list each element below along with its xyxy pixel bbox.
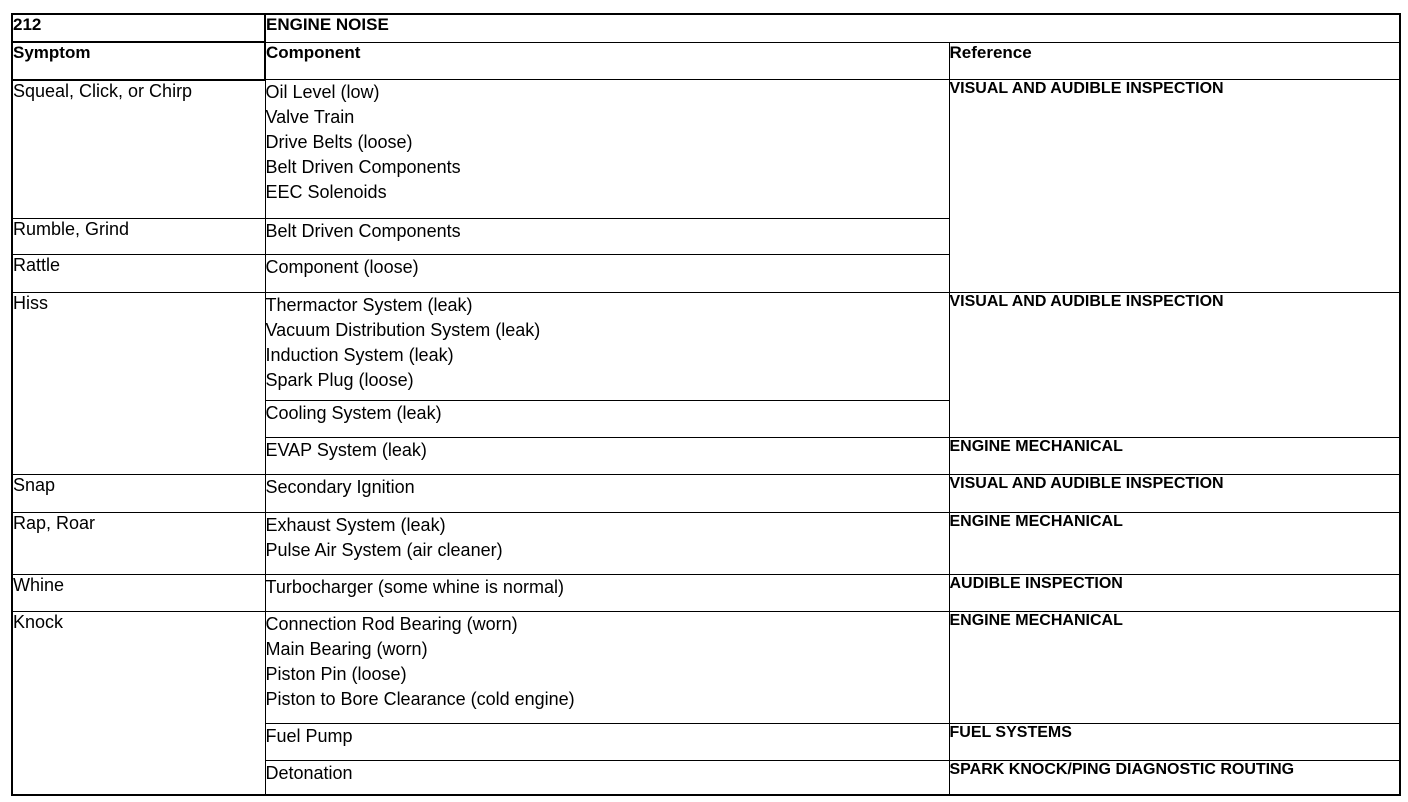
- symptom-cell: Hiss: [12, 292, 265, 475]
- table-row: [12, 611, 1400, 724]
- component-cell: [265, 255, 949, 293]
- component-item: Oil Level (low): [265, 82, 380, 103]
- component-cell: [265, 437, 949, 475]
- component-item: Detonation: [265, 762, 353, 783]
- component-item: Thermactor System (leak): [265, 294, 473, 315]
- chart-title: ENGINE NOISE: [265, 14, 1400, 42]
- reference-cell: VISUAL AND AUDIBLE INSPECTION: [949, 292, 1400, 437]
- component-cell: [265, 574, 949, 611]
- component-item: Spark Plug (loose): [265, 369, 414, 390]
- symptom-cell: Rap, Roar: [12, 513, 265, 575]
- component-item: Induction System (leak): [265, 344, 454, 365]
- table-row: [12, 513, 1400, 575]
- component-item: Connection Rod Bearing (worn): [265, 613, 518, 634]
- component-item: Cooling System (leak): [265, 403, 442, 424]
- reference-cell: ENGINE MECHANICAL: [949, 611, 1400, 724]
- component-item: Vacuum Distribution System (leak): [265, 319, 541, 340]
- component-item: Turbocharger (some whine is normal): [265, 576, 564, 597]
- engine-noise-diagnostic-table: [11, 13, 1401, 796]
- symptom-column-header: Symptom: [12, 42, 265, 80]
- component-cell: [265, 401, 949, 438]
- symptom-cell: Rattle: [12, 255, 265, 293]
- symptom-cell: Squeal, Click, or Chirp: [12, 80, 265, 218]
- component-cell: [265, 80, 949, 218]
- component-item: Fuel Pump: [265, 726, 353, 747]
- title-row: [12, 14, 1400, 42]
- component-item: EVAP System (leak): [265, 439, 427, 460]
- symptom-cell: Knock: [12, 611, 265, 795]
- header-row: [12, 42, 1400, 80]
- component-cell: [265, 218, 949, 255]
- component-item: Component (loose): [265, 257, 419, 278]
- reference-cell: VISUAL AND AUDIBLE INSPECTION: [949, 80, 1400, 292]
- component-cell: [265, 513, 949, 575]
- reference-cell: SPARK KNOCK/PING DIAGNOSTIC ROUTING: [949, 760, 1400, 795]
- symptom-cell: Whine: [12, 574, 265, 611]
- component-item: Piston to Bore Clearance (cold engine): [265, 688, 575, 709]
- component-cell: [265, 760, 949, 795]
- component-item: Secondary Ignition: [265, 477, 415, 498]
- component-column-header: Component: [265, 42, 949, 80]
- component-item: Main Bearing (worn): [265, 638, 428, 659]
- component-item: EEC Solenoids: [265, 182, 387, 203]
- component-item: Exhaust System (leak): [265, 515, 446, 536]
- symptom-cell: Snap: [12, 475, 265, 513]
- component-item: Pulse Air System (air cleaner): [265, 540, 503, 561]
- reference-cell: ENGINE MECHANICAL: [949, 513, 1400, 575]
- component-item: Belt Driven Components: [265, 157, 461, 178]
- component-item: Valve Train: [265, 107, 355, 128]
- reference-column-header: Reference: [949, 42, 1400, 80]
- reference-cell: VISUAL AND AUDIBLE INSPECTION: [949, 475, 1400, 513]
- component-item: Belt Driven Components: [265, 220, 461, 241]
- table-row: [12, 80, 1400, 218]
- reference-cell: AUDIBLE INSPECTION: [949, 574, 1400, 611]
- component-cell: [265, 292, 949, 401]
- table-row: [12, 574, 1400, 611]
- symptom-cell: Rumble, Grind: [12, 218, 265, 255]
- chart-code: 212: [12, 14, 265, 42]
- component-cell: [265, 724, 949, 761]
- component-cell: [265, 611, 949, 724]
- component-item: Piston Pin (loose): [265, 663, 407, 684]
- reference-cell: ENGINE MECHANICAL: [949, 437, 1400, 475]
- reference-cell: FUEL SYSTEMS: [949, 724, 1400, 761]
- component-item: Drive Belts (loose): [265, 132, 413, 153]
- table-row: [12, 292, 1400, 401]
- component-cell: [265, 475, 949, 513]
- table-row: [12, 475, 1400, 513]
